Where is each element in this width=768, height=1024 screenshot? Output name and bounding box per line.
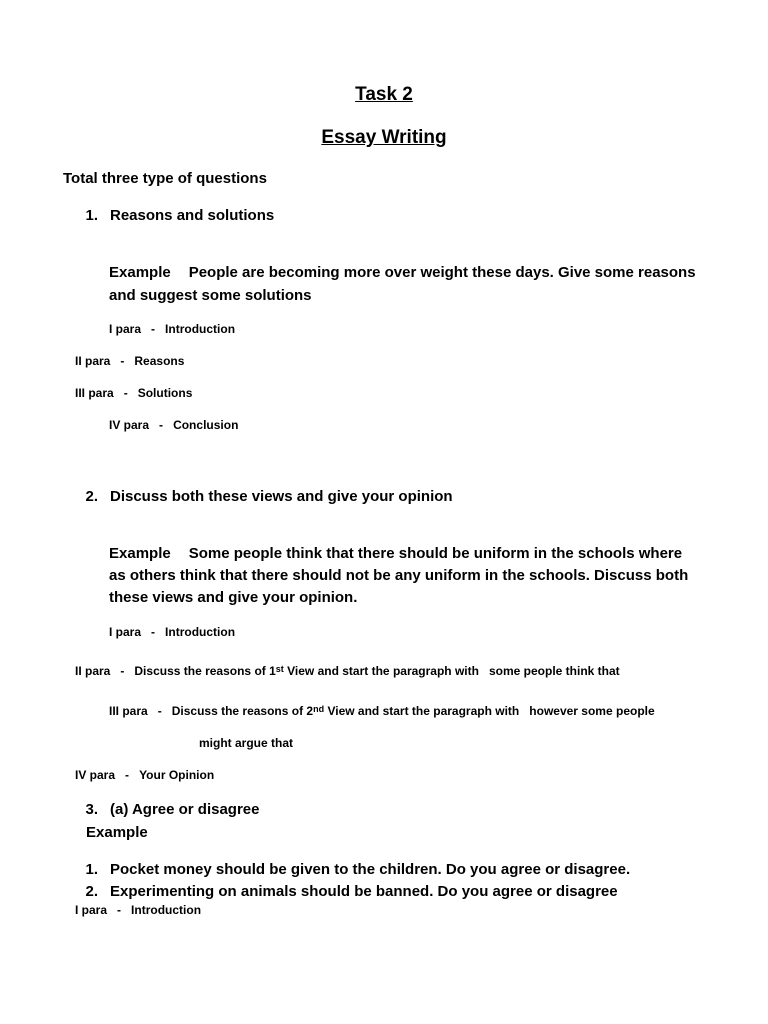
q2-para-3-continuation: might argue that (199, 736, 294, 750)
q2-example-text1: Some people think that there should be uniform in the schools where (188, 545, 683, 562)
q1-heading-text: Reasons and solutions (110, 207, 275, 224)
q2-example-line1 (109, 545, 682, 562)
para-label: III para (109, 704, 148, 718)
q1-heading (80, 207, 274, 224)
para-label: II para (75, 664, 111, 678)
q2-para-4 (75, 768, 214, 782)
para-text: Discuss the reasons of 1 (134, 664, 276, 678)
q2-heading (80, 488, 453, 505)
item-number: 2. (85, 883, 98, 900)
para-dash: - (125, 768, 130, 782)
item-text: Experimenting on animals should be banned. Do you agree or disagree (110, 883, 618, 900)
para-dash: - (157, 704, 162, 718)
q1-para-3 (75, 386, 192, 400)
q3-item-2 (80, 883, 618, 900)
q3-heading-text: (a) Agree or disagree (110, 801, 260, 818)
q1-para-1 (109, 322, 235, 336)
para-text: Solutions (137, 386, 193, 400)
q1-para-4 (109, 418, 238, 432)
para-dash: - (151, 625, 156, 639)
para-label: II para (75, 354, 111, 368)
para-text: Your Opinion (139, 768, 215, 782)
intro-text: Total three type of questions (63, 170, 267, 187)
para-dash: - (151, 322, 156, 336)
q2-para-3 (109, 704, 655, 718)
q3-para-1 (75, 903, 201, 917)
para-text: Introduction (165, 625, 236, 639)
para-text: Introduction (165, 322, 236, 336)
para-text: Reasons (134, 354, 185, 368)
q2-para-1 (109, 625, 235, 639)
para-phrase: some people think that (488, 664, 620, 678)
q2-heading-text: Discuss both these views and give your opinion (110, 488, 453, 505)
para-label: I para (75, 903, 108, 917)
ordinal-superscript: nd (313, 704, 325, 714)
para-dash: - (120, 664, 125, 678)
q2-number: 2. (85, 488, 98, 505)
ordinal-superscript: st (275, 664, 284, 674)
q3-item-1 (80, 861, 630, 878)
para-label: I para (109, 322, 142, 336)
para-dash: - (117, 903, 122, 917)
q3-example-label: Example (86, 824, 148, 841)
q2-example-line2: as others think that there should not be any uniform in the schools. Discuss both (109, 567, 689, 584)
item-text: Pocket money should be given to the children. Do you agree or disagree. (110, 861, 631, 878)
q1-number: 1. (85, 207, 98, 224)
para-label: IV para (75, 768, 116, 782)
q2-example-line3: these views and give your opinion. (109, 589, 358, 606)
q1-example-line2: and suggest some solutions (109, 287, 312, 304)
para-label: III para (75, 386, 114, 400)
para-text: Introduction (131, 903, 202, 917)
para-text: Conclusion (173, 418, 239, 432)
q3-number: 3. (85, 801, 98, 818)
item-number: 1. (85, 861, 98, 878)
para-dash: - (120, 354, 125, 368)
para-phrase: however some people (529, 704, 655, 718)
para-dash: - (123, 386, 128, 400)
task-title: Task 2 (355, 84, 413, 105)
q1-example-text1: People are becoming more over weight these days. Give some reasons (188, 264, 696, 281)
q1-para-2 (75, 354, 184, 368)
para-dash: - (159, 418, 164, 432)
essay-title: Essay Writing (321, 127, 447, 148)
q3-heading (80, 801, 260, 818)
q2-example-label: Example (109, 545, 171, 562)
q1-example-label: Example (109, 264, 171, 281)
para-label: I para (109, 625, 142, 639)
para-text: Discuss the reasons of 2 (171, 704, 314, 718)
para-text-cont: View and start the paragraph with (324, 704, 520, 718)
para-text-cont: View and start the paragraph with (283, 664, 479, 678)
para-label: IV para (109, 418, 150, 432)
q2-para-2 (75, 664, 620, 678)
q1-example-line1 (109, 264, 696, 281)
